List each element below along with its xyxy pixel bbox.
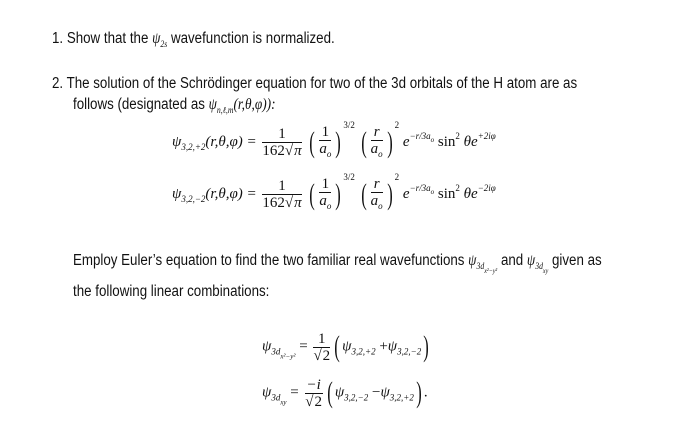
question-1: [52, 30, 335, 49]
euler-text-before: Employ Euler’s equation to find the two familiar real wavefunctions: [73, 252, 465, 269]
combo1-lhs-sub: 3d: [271, 346, 281, 357]
combo2-den-wrap: [305, 394, 323, 410]
combo1-den-wrap: [313, 348, 330, 364]
question-2-line-2-text: follows (designated as: [73, 96, 205, 113]
euler-line-1: [73, 252, 602, 275]
eq2-exp1: 3/2: [343, 172, 355, 182]
eq2-rparen-1: ): [335, 177, 342, 211]
eq2-coef-den: 162: [262, 195, 285, 212]
eq2-rparen-2: ): [386, 177, 393, 211]
combo2-end: .: [423, 384, 428, 401]
combo2-den: 2: [314, 393, 323, 410]
eq1-lparen-2: (: [360, 125, 367, 159]
eq1-r-num: r: [371, 124, 383, 141]
eq1-e-exp-sub: o: [430, 136, 435, 144]
euler-psi-1-subsub: x²−y²: [484, 267, 498, 275]
eq2-r-den-wrap: [371, 193, 383, 214]
combo2-lhs-sub: 3d: [271, 392, 281, 403]
euler-psi-2-subsub: xy: [542, 267, 549, 275]
eq2-e-exp: −r/3a: [409, 183, 431, 193]
eq2-lparen-1: (: [309, 177, 316, 211]
eq2-e-exp-sub: o: [430, 188, 435, 196]
combo1-term2-sub: 3,2,−2: [397, 346, 422, 357]
eq2-e: e: [402, 186, 410, 202]
eq2-r-frac: [371, 176, 383, 214]
combo2-psi: ψ: [262, 384, 272, 401]
combo1-frac: [313, 331, 330, 364]
eq2-sqrt: √: [284, 195, 294, 212]
combo2-lhs-subsub: xy: [280, 398, 287, 407]
eq1-rparen-2: ): [386, 125, 393, 159]
combo2-term2-sub: 3,2,+2: [389, 392, 414, 403]
psi-notation-args: (r,θ,φ)):: [233, 96, 276, 113]
eq1-lhs-sub: 3,2,+2: [181, 142, 206, 152]
combo2-lparen: (: [327, 376, 333, 409]
eq1-a-frac: [319, 124, 331, 162]
eq1-r-frac: [371, 124, 383, 162]
eq2-r-den: a: [370, 192, 379, 209]
eq2-coef-den-wrap: [262, 195, 301, 211]
combo1-lhs-subsub: x²−y²: [280, 352, 296, 361]
eq1-rparen-1: ): [335, 125, 342, 159]
eq1-exp2: 2: [394, 120, 400, 130]
eq1-r-den-wrap: [371, 141, 383, 162]
eq2-a-den: a: [319, 192, 327, 209]
eq2-coef-num: 1: [262, 178, 301, 195]
equation-psi-322: [172, 120, 496, 162]
eq2-theta: θe: [463, 186, 478, 202]
eq1-sin-exp: 2: [455, 131, 460, 141]
eq2-coefficient: [262, 178, 301, 211]
eq1-pi: π: [294, 143, 302, 160]
eq1-coefficient: [262, 126, 301, 159]
eq1-a-den-wrap: [319, 141, 331, 162]
combo1-op: +: [379, 338, 388, 355]
question-2-number: 2.: [52, 75, 64, 92]
euler-text-after: given as: [551, 252, 602, 269]
combo1-den: 2: [322, 347, 331, 364]
eq1-a-num: 1: [319, 124, 331, 141]
question-2-line-1: [52, 75, 577, 93]
question-2-line-2: [73, 96, 276, 115]
eq2-sin-exp: 2: [455, 183, 460, 193]
combination-dxy: [262, 376, 428, 410]
combo1-equals: =: [299, 338, 308, 355]
combo1-sqrt: √: [313, 347, 322, 364]
euler-psi-1: ψ: [468, 252, 477, 269]
combo1-lparen: (: [334, 330, 340, 363]
euler-line-2: [73, 283, 269, 301]
combo2-num: −i: [306, 376, 321, 393]
eq1-exp1: 3/2: [343, 120, 355, 130]
eq1-psi: ψ: [172, 134, 182, 150]
euler-psi-2: ψ: [526, 252, 536, 269]
eq1-sqrt: √: [284, 143, 294, 160]
eq2-lparen-2: (: [360, 177, 367, 211]
eq1-args: (r,θ,φ) =: [205, 134, 257, 150]
eq2-a-den-sub: o: [326, 200, 332, 211]
combo2-term1-psi: ψ: [334, 384, 345, 401]
eq2-a-frac: [319, 176, 331, 214]
eq2-r-num: r: [371, 176, 383, 193]
combo2-frac: [305, 377, 323, 410]
eq2-a-den-wrap: [319, 193, 331, 214]
combo1-term1-psi: ψ: [342, 338, 352, 355]
psi-notation: ψ: [208, 96, 217, 113]
psi-subscript: 2s: [160, 39, 168, 49]
combo1-psi: ψ: [262, 338, 272, 355]
euler-and: and: [500, 252, 524, 269]
eq2-pi: π: [294, 195, 302, 212]
question-1-text-after: wavefunction is normalized.: [170, 30, 335, 47]
eq1-phase-exp: +2iφ: [477, 131, 496, 141]
eq1-sin: sin: [437, 134, 456, 150]
eq2-sin: sin: [437, 186, 456, 202]
eq1-e: e: [402, 134, 410, 150]
combo1-num: 1: [313, 331, 330, 348]
eq2-a-num: 1: [319, 176, 331, 193]
eq1-coef-num: 1: [262, 126, 301, 143]
eq1-e-exp: −r/3a: [409, 131, 431, 141]
combo1-rparen: ): [423, 330, 429, 363]
question-2-text: The solution of the Schrödinger equation for two of the 3d orbitals of the H atom are as: [66, 75, 578, 92]
eq1-theta: θe: [463, 134, 478, 150]
eq2-phase-exp: −2iφ: [477, 183, 496, 193]
eq1-coef-den: 162: [262, 143, 285, 160]
combo2-term1-sub: 3,2,−2: [344, 392, 369, 403]
eq2-r-den-sub: o: [378, 200, 383, 211]
combo2-term2-psi: ψ: [380, 384, 390, 401]
combo1-term2-psi: ψ: [387, 338, 398, 355]
psi-notation-sub: n,ℓ,m: [216, 105, 234, 115]
euler-psi-2-sub: 3d: [535, 261, 543, 271]
eq1-r-den: a: [370, 140, 379, 157]
question-1-number: 1.: [52, 30, 64, 47]
combo2-rparen: ): [416, 376, 422, 409]
psi-symbol: ψ: [152, 30, 161, 47]
eq1-coef-den-wrap: [262, 143, 301, 159]
eq2-args: (r,θ,φ) =: [205, 186, 257, 202]
equation-psi-32m2: [172, 172, 496, 214]
combo2-sqrt: √: [305, 393, 314, 410]
eq2-exp2: 2: [394, 172, 400, 182]
combo2-equals: =: [290, 384, 299, 401]
eq1-lparen-1: (: [309, 125, 316, 159]
eq2-lhs-sub: 3,2,−2: [181, 194, 206, 204]
eq1-a-den: a: [319, 140, 327, 157]
combo2-op: −: [371, 384, 381, 401]
eq2-psi: ψ: [172, 186, 182, 202]
combination-dx2y2: [262, 330, 431, 364]
eq1-a-den-sub: o: [326, 148, 332, 159]
euler-psi-1-sub: 3d: [476, 261, 485, 271]
euler-line-2-text: the following linear combinations:: [73, 283, 270, 300]
combo1-term1-sub: 3,2,+2: [351, 346, 376, 357]
question-1-text-before: Show that the: [66, 30, 149, 47]
eq1-r-den-sub: o: [378, 148, 383, 159]
